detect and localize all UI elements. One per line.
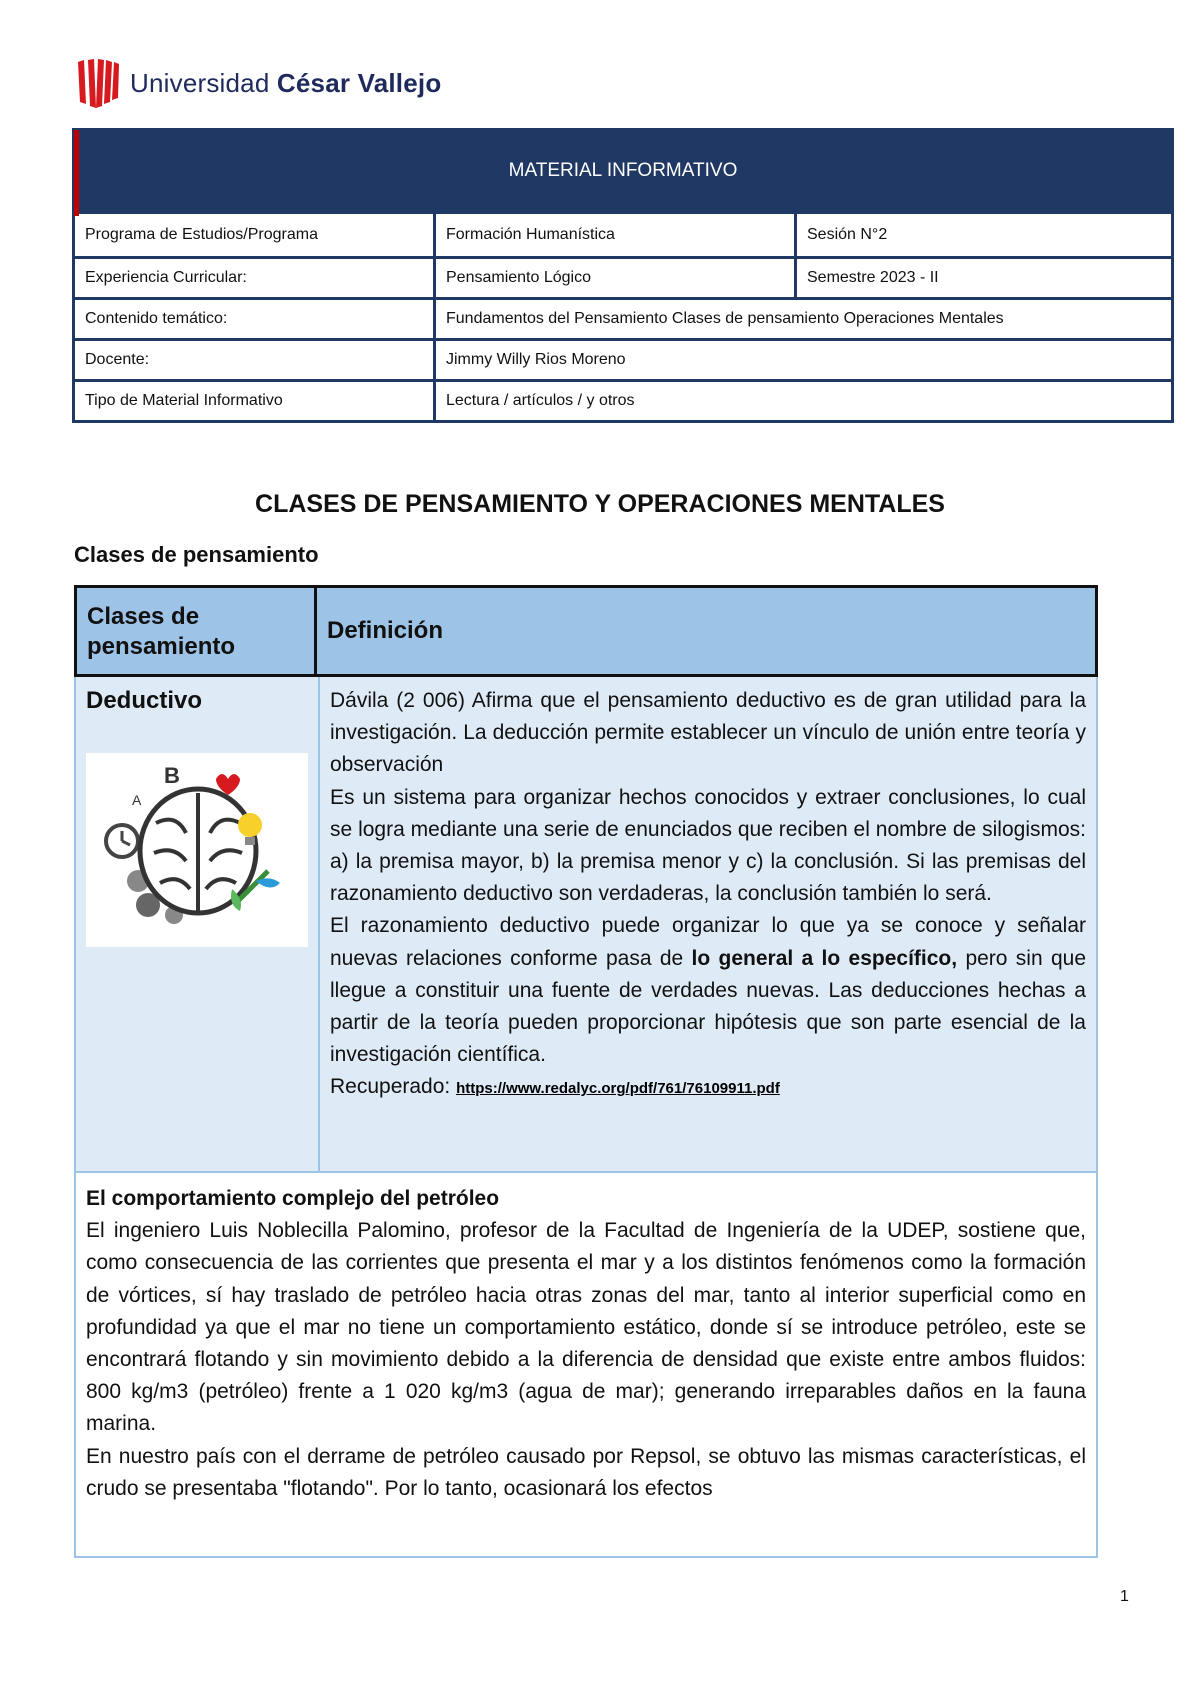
table-row-petroleo bbox=[74, 1173, 1098, 1558]
info-cell: Lectura / artículos / y otros bbox=[436, 382, 1171, 420]
bold-text: lo general a lo específico, bbox=[691, 946, 958, 970]
info-table-grid bbox=[72, 214, 1174, 423]
info-cell: Semestre 2023 - II bbox=[797, 259, 1171, 297]
section-subtitle: Clases de pensamiento bbox=[74, 542, 319, 567]
page-number: 1 bbox=[1120, 1588, 1129, 1605]
info-cell: Pensamiento Lógico bbox=[436, 259, 794, 297]
header-clases: Clases de pensamiento bbox=[77, 588, 317, 674]
info-cell: Docente: bbox=[75, 341, 433, 379]
paragraph: En nuestro país con el derrame de petróleo causado por Repsol, se obtuvo las mismas características, el crudo se presentaba "flotando". Por lo tanto, ocasionará los efectos bbox=[86, 1444, 1086, 1500]
info-cell: Experiencia Curricular: bbox=[75, 259, 433, 297]
info-row-material bbox=[75, 382, 1171, 420]
info-row-content bbox=[75, 300, 1171, 338]
info-table bbox=[72, 128, 1174, 423]
university-name bbox=[130, 68, 441, 99]
text-span: pero sin que llegue a constituir una fuente de verdades nuevas. Las deducciones hechas a partir de la teoría pueden proporcionar hipótesis que son parte esencial de la investigación científica. bbox=[330, 946, 1087, 1067]
table-row-deductivo bbox=[74, 677, 1098, 1173]
svg-text:B: B bbox=[164, 763, 180, 788]
info-cell: Formación Humanística bbox=[436, 214, 794, 256]
logo-text-bold: César Vallejo bbox=[276, 67, 442, 98]
brain-icon bbox=[86, 753, 308, 947]
paragraph: El ingeniero Luis Noblecilla Palomino, profesor de la Facultad de Ingeniería de la UDEP, sostiene que, como consecuencia de las corrientes que presenta el mar y a los distintos fenómenos como la formación de vórtices, sí hay traslado de petróleo hacia otras zonas del mar, tanto al interior superficial como en profundidad ya que el mar no tiene un comportamiento estático, donde sí se introduce petróleo, este se encontrará flotando y sin movimiento debido a la diferencia de densidad que existe entre ambos fluidos: 800 kg/m3 (petróleo) frente a 1 020 kg/m3 (agua de mar); generando irreparables daños en la fauna marina. bbox=[86, 1219, 1086, 1436]
ucv-emblem-icon bbox=[76, 58, 120, 108]
definition-cell bbox=[320, 677, 1096, 1171]
paragraph: Dávila (2 006) Afirma que el pensamiento deductivo es de gran utilidad para la investigación. La deducción permite establecer un vínculo de unión entre teoría y observación bbox=[330, 689, 1086, 777]
row-label: Deductivo bbox=[86, 687, 203, 714]
logo-text-regular: Universidad bbox=[130, 67, 277, 98]
header-definicion: Definición bbox=[327, 617, 444, 644]
document-title: CLASES DE PENSAMIENTO Y OPERACIONES MENTALES bbox=[255, 490, 945, 518]
paragraph: Es un sistema para organizar hechos conocidos y extraer conclusiones, lo cual se logra mediante una serie de enunciados que reciben el nombre de silogismos: a) la premisa mayor, b) la premisa menor y c) la conclusión. Si las premisas del razonamiento deductivo son verdaderas, la conclusión también lo será. bbox=[330, 785, 1086, 906]
info-cell: Tipo de Material Informativo bbox=[75, 382, 433, 420]
source-line bbox=[330, 1071, 1086, 1105]
info-row-teacher bbox=[75, 341, 1171, 379]
info-row-course bbox=[75, 259, 1171, 297]
content-table bbox=[74, 585, 1098, 1558]
paragraph bbox=[330, 910, 1086, 1071]
svg-text:A: A bbox=[132, 792, 142, 808]
info-cell: Jimmy Willy Rios Moreno bbox=[436, 341, 1171, 379]
text-span: El razonamiento deductivo puede organizar lo que ya se conoce y señalar nuevas relaciones conforme pasa de bbox=[330, 914, 1086, 970]
row-label-cell bbox=[76, 677, 320, 1171]
info-cell: Programa de Estudios/Programa bbox=[75, 214, 433, 256]
info-table-header bbox=[72, 128, 1174, 214]
info-cell: Sesión N°2 bbox=[797, 214, 1171, 256]
brain-illustration bbox=[86, 753, 308, 947]
info-cell: Fundamentos del Pensamiento Clases de pensamiento Operaciones Mentales bbox=[436, 300, 1171, 338]
row-title: El comportamiento complejo del petróleo bbox=[86, 1187, 500, 1210]
red-accent-bar bbox=[74, 130, 79, 216]
info-table-title: MATERIAL INFORMATIVO bbox=[508, 160, 738, 181]
source-link[interactable]: https://www.redalyc.org/pdf/761/76109911.pdf bbox=[456, 1080, 780, 1098]
info-row-program bbox=[75, 214, 1171, 256]
university-logo bbox=[76, 58, 441, 108]
source-label: Recuperado: bbox=[330, 1075, 457, 1099]
info-cell: Contenido temático: bbox=[75, 300, 433, 338]
content-table-header bbox=[74, 585, 1098, 677]
